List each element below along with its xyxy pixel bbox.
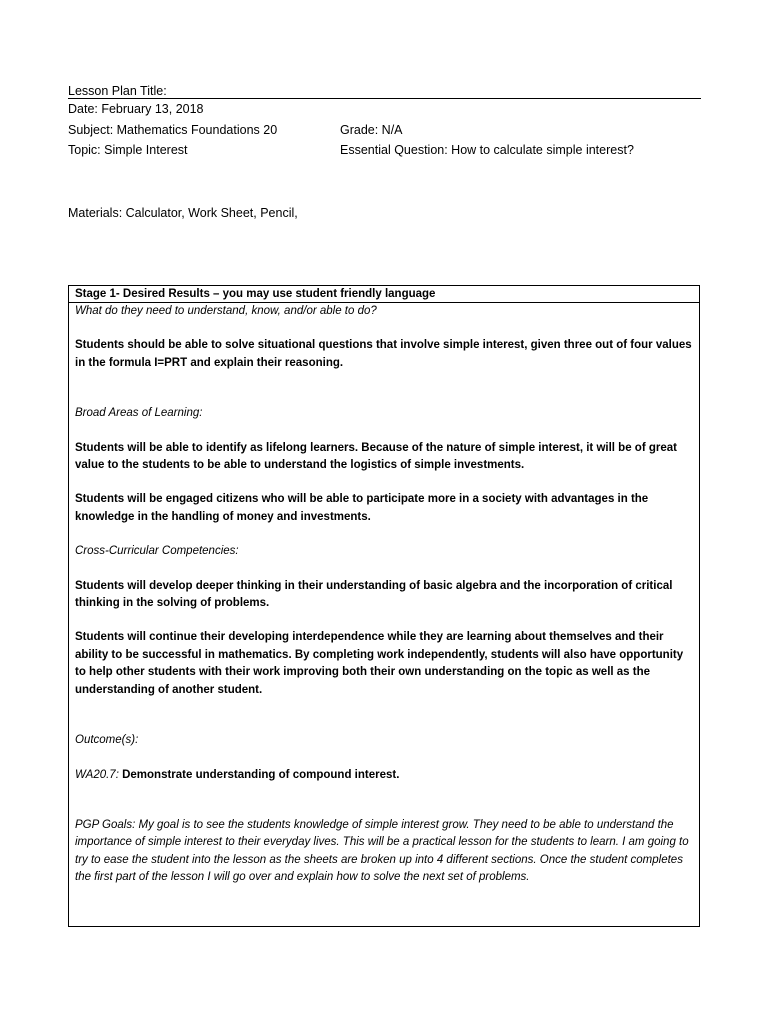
broad-area-lifelong-learners: Students will be able to identify as lifelong learners. Because of the nature of simple interest, it will be of great value to the students to be able to understand the logistics of simple investments. (75, 441, 677, 472)
competency-thinking: Students will develop deeper thinking in their understanding of basic algebra and the incorporation of critical thinking in the solving of problems. (75, 579, 673, 610)
essential-question: Essential Question: How to calculate simple interest? (340, 143, 634, 157)
outcome-text: Demonstrate understanding of compound interest. (118, 768, 400, 781)
competency-interdependence: Students will continue their developing interdependence while they are learning about themselves and their ability to be successful in mathematics. By completing work independently, students will also have opportunity to help other students with their work improving both their own understanding on the topic as well as the understanding of another student. (75, 631, 684, 696)
stage1-table (68, 285, 700, 927)
lesson-topic: Topic: Simple Interest (68, 143, 188, 157)
pgp-goals: PGP Goals: My goal is to see the students knowledge of simple interest grow. They need to be able to understand the importance of simple interest to their everyday lives. This will be a practical lesson for the students to learn. I am going to try to ease the student into the lesson as the sheets are broken up into 4 different sections. Once the student completes the first part of the lesson I will go over and explain how to solve the next set of problems. (75, 818, 689, 884)
stage1-prompt: What do they need to understand, know, and/or able to do? (75, 305, 377, 317)
lesson-plan-title: Lesson Plan Title: (68, 83, 701, 99)
stage1-heading: Stage 1- Desired Results – you may use student friendly language (69, 286, 699, 303)
broad-areas-label: Broad Areas of Learning: (75, 407, 203, 420)
lesson-grade: Grade: N/A (340, 123, 403, 137)
outcome-code: WA20.7: (75, 768, 119, 781)
lesson-date: Date: February 13, 2018 (68, 102, 204, 116)
cross-curricular-label: Cross-Curricular Competencies: (75, 545, 239, 558)
lesson-subject: Subject: Mathematics Foundations 20 (68, 123, 278, 137)
outcome-item (75, 767, 693, 784)
outcomes-label: Outcome(s): (75, 734, 139, 747)
broad-area-engaged-citizens: Students will be engaged citizens who will be able to participate more in a society with advantages in the knowledge in the handling of money and investments. (75, 493, 649, 523)
lesson-materials: Materials: Calculator, Work Sheet, Pencil, (68, 206, 298, 220)
stage1-objective: Students should be able to solve situational questions that involve simple interest, given three out of four values in the formula I=PRT and explain their reasoning. (75, 339, 692, 369)
stage1-body (69, 303, 699, 887)
